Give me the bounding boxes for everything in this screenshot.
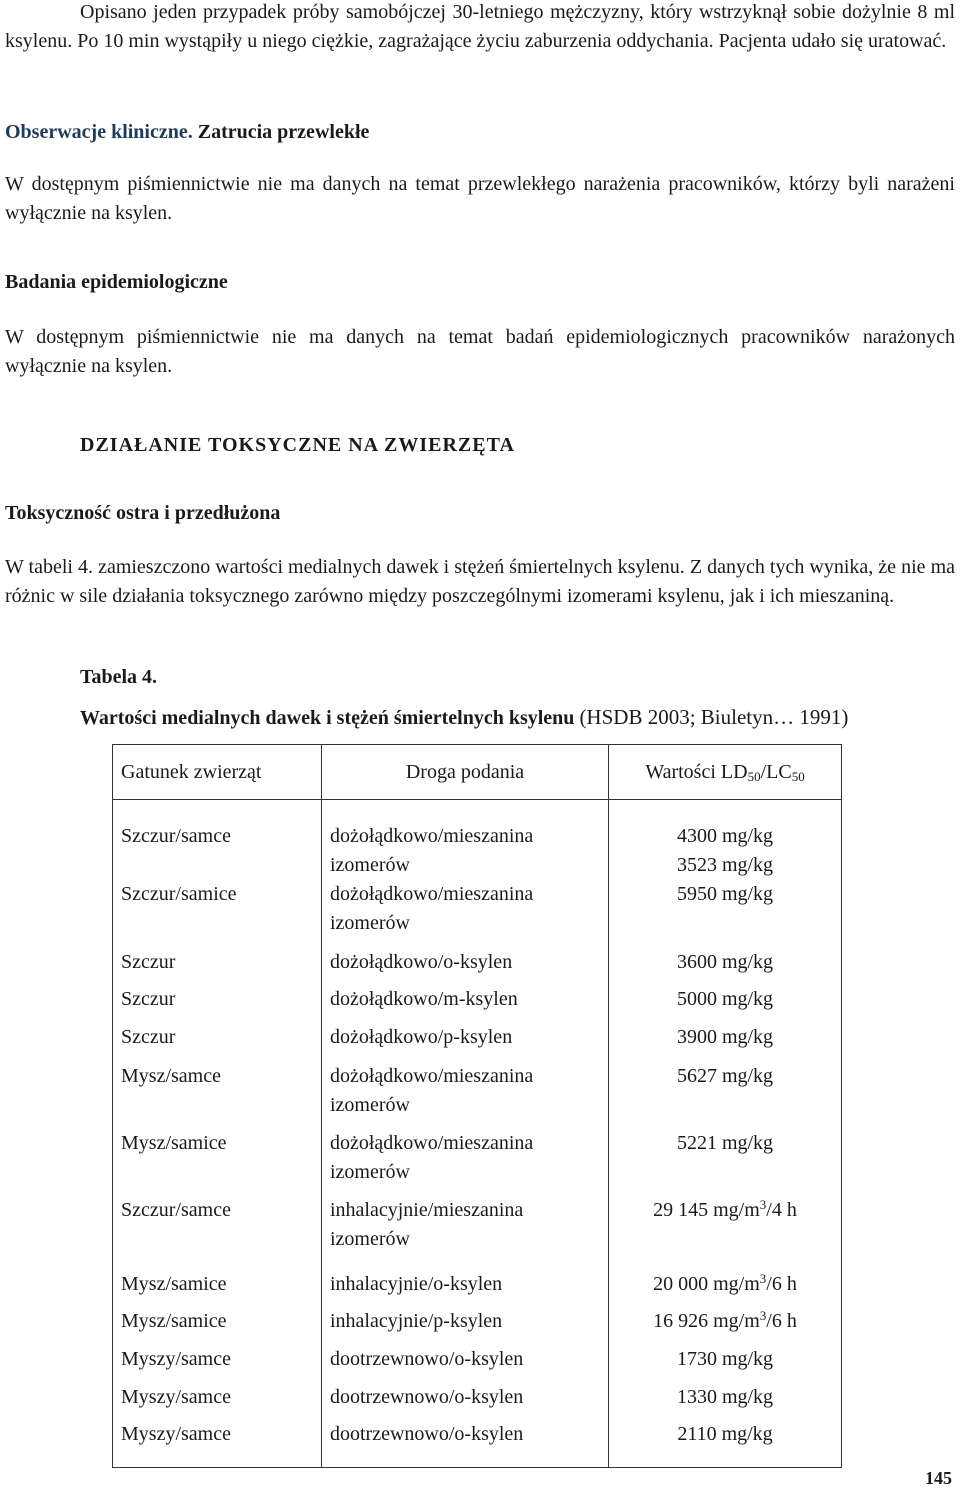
value-text: 5627 mg/kg (676, 1065, 774, 1087)
cell-value (609, 938, 842, 977)
lethal-dose-table (112, 744, 842, 1468)
acute-toxicity-heading: Toksyczność ostra i przedłużona (5, 502, 281, 524)
route-text: inhalacyjnie/o-ksylen (330, 1273, 503, 1295)
value-suffix: /6 h (766, 1273, 797, 1295)
table-caption-title: Wartości medialnych dawek i stężeń śmiertelnych ksylenu (80, 707, 575, 729)
cell-value (609, 1412, 842, 1468)
cell-route (322, 1299, 609, 1336)
cell-route (322, 1412, 609, 1468)
header-species: Gatunek zwierząt (113, 745, 322, 800)
cell-value (609, 1120, 842, 1187)
species-text: Szczur/samce (121, 1199, 231, 1221)
species-text: Mysz/samce (121, 1065, 221, 1087)
cell-species (113, 938, 322, 977)
cell-value (609, 1260, 842, 1299)
table-row (113, 938, 842, 977)
table-label: Tabela 4. (80, 666, 158, 688)
value-text: 2110 mg/kg (677, 1423, 773, 1445)
cell-species (113, 1187, 322, 1260)
cell-species (113, 1260, 322, 1299)
table-row (113, 1412, 842, 1468)
route-text: inhalacyjnie/mieszanina izomerów (330, 1199, 524, 1250)
species-text: Szczur (121, 988, 176, 1010)
cell-route (322, 938, 609, 977)
cell-route (322, 1014, 609, 1052)
cell-route (322, 1052, 609, 1120)
intro-paragraph: Opisano jeden przypadek próby samobójczej 30-letniego mężczyzny, który wstrzyknął sobie dożylnie 8 ml ksylenu. Po 10 min wystąpiły u niego ciężkie, zagrażające życiu zaburzenia oddychania. Pacjenta udało się uratować. (5, 1, 955, 52)
route-text: inhalacyjnie/p-ksylen (330, 1310, 503, 1332)
table-row (113, 1336, 842, 1374)
cell-route (322, 977, 609, 1014)
species-text: Myszy/samce (121, 1423, 231, 1445)
value-text: 1330 mg/kg (676, 1386, 774, 1408)
route-text: dożołądkowo/mieszanina izomerów (330, 1065, 534, 1116)
value-text: 4300 mg/kg 3523 mg/kg 5950 mg/kg (676, 825, 774, 905)
route-text: dożołądkowo/mieszanina izomerów (330, 1132, 534, 1183)
species-text: Mysz/samice (121, 1132, 227, 1154)
species-text: Szczur (121, 951, 176, 973)
cell-species (113, 1336, 322, 1374)
cell-route (322, 1120, 609, 1187)
cell-value (609, 800, 842, 939)
cell-value (609, 1014, 842, 1052)
route-text: dootrzewnowo/o-ksylen (330, 1423, 524, 1445)
cell-route (322, 1336, 609, 1374)
acute-toxicity-paragraph: W tabeli 4. zamieszczono wartości medialnych dawek i stężeń śmiertelnych ksylenu. Z danych tych wynika, że nie ma różnic w sile działania toksycznego zarówno między poszczególnymi izomerami ksylenu, jak i ich mieszaniną. (5, 556, 955, 607)
table-row (113, 1299, 842, 1336)
header-value (609, 745, 842, 800)
route-text: dootrzewnowo/o-ksylen (330, 1386, 524, 1408)
cell-species (113, 1374, 322, 1412)
value-text: 16 926 mg/m (653, 1310, 760, 1332)
route-text: dożołądkowo/o-ksylen (330, 951, 513, 973)
header-value-lc: /LC (760, 760, 792, 783)
cell-value (609, 1052, 842, 1120)
chronic-poisoning-paragraph: W dostępnym piśmiennictwie nie ma danych na temat przewlekłego narażenia pracowników, którzy byli narażeni wyłącznie na ksylen. (5, 173, 955, 224)
header-route: Droga podania (322, 745, 609, 800)
value-suffix: /4 h (766, 1199, 797, 1221)
section-heading: DZIAŁANIE TOKSYCZNE NA ZWIERZĘTA (80, 434, 515, 456)
epidemiology-paragraph: W dostępnym piśmiennictwie nie ma danych na temat badań epidemiologicznych pracowników narażonych wyłącznie na ksylen. (5, 326, 955, 377)
table-caption (80, 703, 848, 733)
header-value-ld-sub: 50 (747, 768, 761, 784)
table-row (113, 977, 842, 1014)
cell-species (113, 1299, 322, 1336)
table-body (113, 800, 842, 1468)
cell-route (322, 800, 609, 939)
value-text: 5000 mg/kg (676, 988, 774, 1010)
cell-species (113, 800, 322, 939)
route-text: dożołądkowo/p-ksylen (330, 1026, 513, 1048)
route-text: dożołądkowo/mieszanina izomerów dożołądkowo/mieszanina izomerów (330, 825, 534, 934)
table-caption-source: (HSDB 2003; Biuletyn… 1991) (579, 705, 849, 729)
cell-value (609, 977, 842, 1014)
table-row (113, 1260, 842, 1299)
species-text: Mysz/samice (121, 1273, 227, 1295)
cell-route (322, 1187, 609, 1260)
epidemiology-heading: Badania epidemiologiczne (5, 271, 228, 293)
obs-heading-label: Obserwacje kliniczne. (5, 121, 193, 143)
table-row (113, 1052, 842, 1120)
value-unit-exponent: 3 (759, 1197, 767, 1212)
species-text: Szczur (121, 1026, 176, 1048)
header-value-lc-sub: 50 (791, 768, 805, 784)
table-row (113, 1120, 842, 1187)
table-row (113, 1374, 842, 1412)
cell-species (113, 1052, 322, 1120)
table-row (113, 800, 842, 939)
cell-species (113, 1120, 322, 1187)
value-unit-exponent: 3 (759, 1308, 767, 1323)
cell-value (609, 1374, 842, 1412)
clinical-observations-heading (5, 118, 369, 147)
page-number: 145 (925, 1468, 952, 1488)
cell-route (322, 1260, 609, 1299)
cell-value (609, 1187, 842, 1260)
value-unit-exponent: 3 (759, 1271, 767, 1286)
species-text: Myszy/samce (121, 1348, 231, 1370)
species-text: Mysz/samice (121, 1310, 227, 1332)
obs-subheading: Zatrucia przewlekłe (197, 121, 370, 143)
value-suffix: /6 h (766, 1310, 797, 1332)
header-value-ld: Wartości LD (645, 760, 748, 783)
cell-species (113, 1014, 322, 1052)
table-header-row (113, 745, 842, 800)
document-page (5, 0, 955, 729)
table-row (113, 1187, 842, 1260)
cell-route (322, 1374, 609, 1412)
table-row (113, 1014, 842, 1052)
value-text: 3600 mg/kg (676, 951, 774, 973)
value-text: 20 000 mg/m (653, 1273, 760, 1295)
cell-value (609, 1336, 842, 1374)
value-text: 29 145 mg/m (653, 1199, 760, 1221)
cell-species (113, 977, 322, 1014)
value-text: 5221 mg/kg (676, 1132, 774, 1154)
species-text: Szczur/samce Szczur/samice (121, 825, 237, 905)
cell-species (113, 1412, 322, 1468)
value-text: 1730 mg/kg (676, 1348, 774, 1370)
route-text: dootrzewnowo/o-ksylen (330, 1348, 524, 1370)
species-text: Myszy/samce (121, 1386, 231, 1408)
value-text: 3900 mg/kg (676, 1026, 774, 1048)
route-text: dożołądkowo/m-ksylen (330, 988, 518, 1010)
cell-value (609, 1299, 842, 1336)
